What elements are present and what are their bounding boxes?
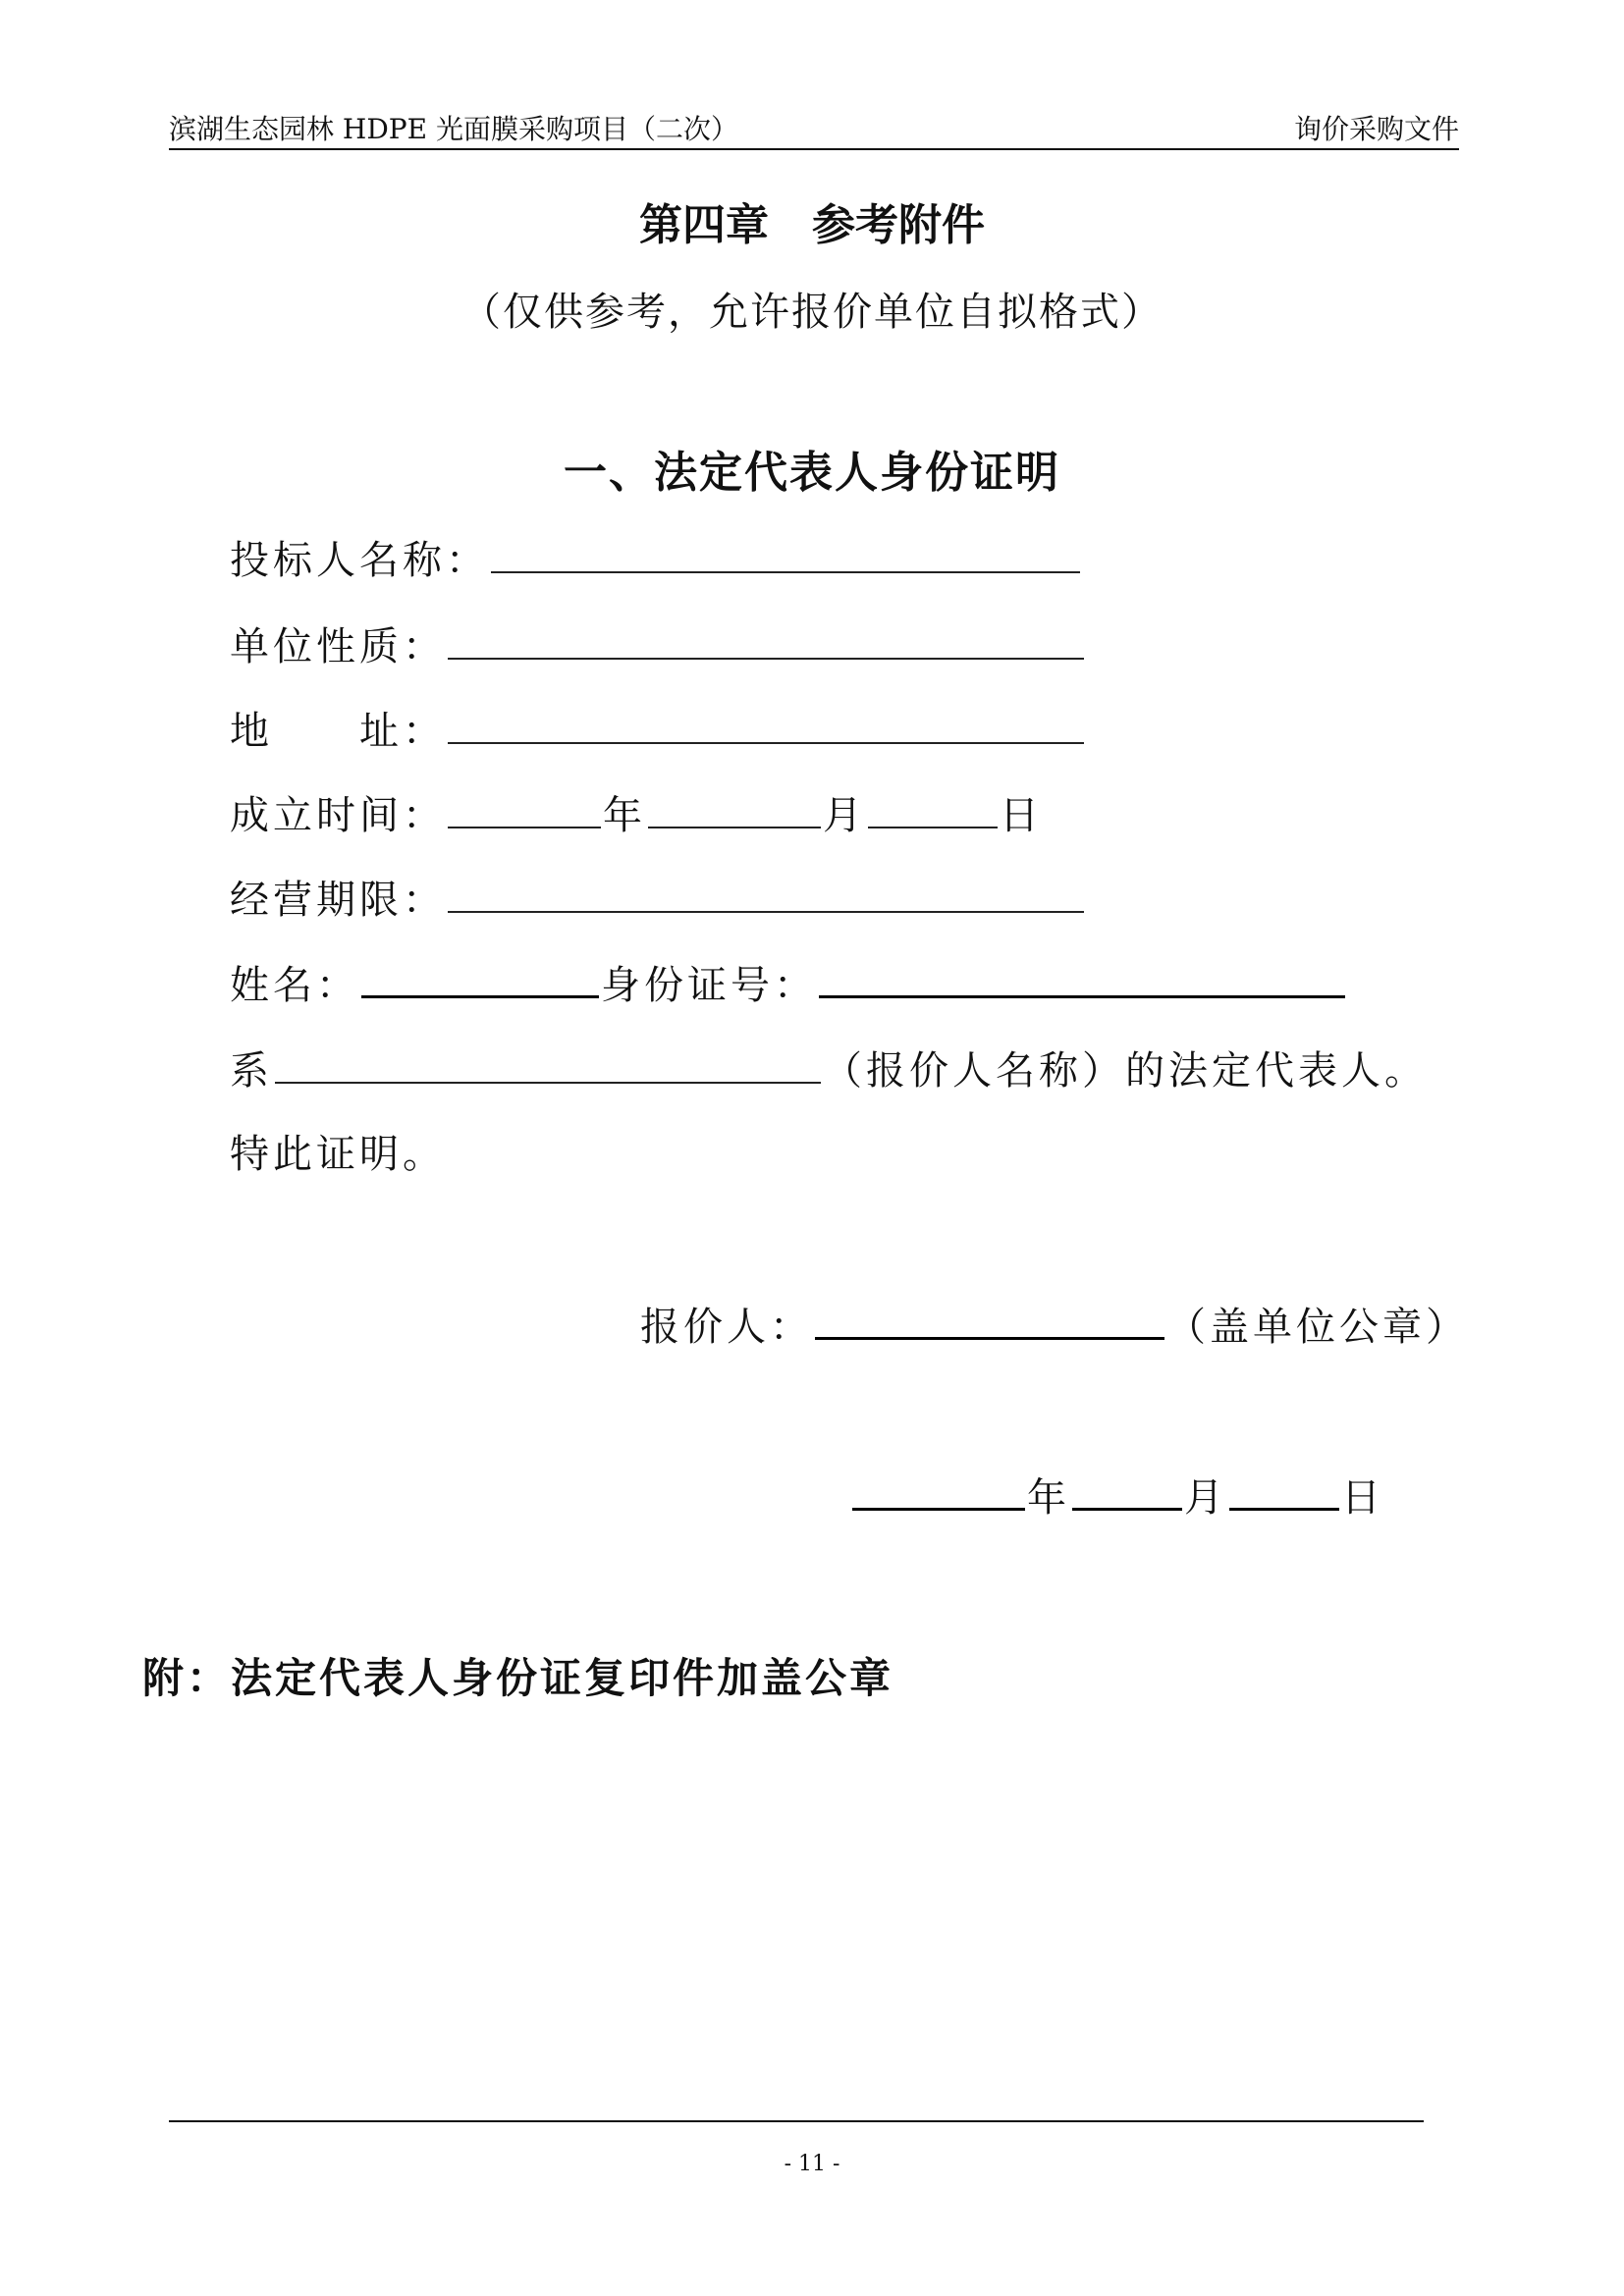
signature-year-label: 年 <box>1027 1475 1070 1521</box>
signature-day-label: 日 <box>1341 1475 1384 1521</box>
id-number-label: 身份证号： <box>601 963 817 1008</box>
unit-nature-blank <box>448 618 1084 660</box>
signature-month-blank <box>1072 1468 1182 1511</box>
business-term-row <box>230 872 1086 928</box>
signature-date-row <box>850 1468 1384 1525</box>
certify-row <box>230 1127 446 1182</box>
quoter-label: 报价人： <box>640 1305 813 1350</box>
quoter-signature-blank <box>815 1298 1164 1340</box>
established-year-blank <box>448 787 601 828</box>
business-term-blank <box>448 872 1084 913</box>
footer-divider <box>169 2120 1424 2122</box>
header-divider <box>169 148 1459 150</box>
quoter-name-blank <box>275 1042 821 1084</box>
signature-year-blank <box>852 1468 1025 1511</box>
id-number-blank <box>819 956 1345 998</box>
established-row <box>230 787 1043 843</box>
established-month-label: 月 <box>823 793 866 838</box>
established-label: 成立时间： <box>230 793 446 838</box>
appendix-note: 附：法定代表人身份证复印件加盖公章 <box>142 1654 894 1702</box>
relation-prefix: 系 <box>230 1048 273 1094</box>
business-term-label: 经营期限： <box>230 878 446 923</box>
bidder-name-row <box>230 532 1082 588</box>
established-month-blank <box>648 787 821 828</box>
name-blank <box>361 956 599 998</box>
established-year-label: 年 <box>603 793 646 838</box>
address-row <box>230 703 1086 759</box>
header-document-type: 询价采购文件 <box>1293 113 1459 145</box>
relation-suffix: （报价人名称）的法定代表人。 <box>823 1048 1428 1094</box>
unit-nature-label: 单位性质： <box>230 624 446 669</box>
bidder-name-blank <box>491 532 1080 573</box>
page-number: - 11 - <box>784 2152 840 2176</box>
bidder-name-label: 投标人名称： <box>230 538 489 583</box>
header-project-title: 滨湖生态园林 HDPE 光面膜采购项目（二次） <box>169 113 738 145</box>
relation-row <box>230 1042 1428 1098</box>
signature-month-label: 月 <box>1184 1475 1227 1521</box>
chapter-note: （仅供参考，允许报价单位自拟格式） <box>461 290 1163 335</box>
section-title: 一、法定代表人身份证明 <box>564 448 1060 498</box>
name-id-row <box>230 956 1347 1013</box>
address-label: 地 址： <box>230 709 446 754</box>
address-blank <box>448 703 1084 744</box>
established-day-blank <box>868 787 998 828</box>
established-day-label: 日 <box>1000 793 1043 838</box>
quoter-signature-row <box>640 1298 1469 1355</box>
name-label: 姓名： <box>230 963 359 1008</box>
seal-note: （盖单位公章） <box>1166 1305 1469 1350</box>
certify-text: 特此证明。 <box>230 1132 446 1177</box>
chapter-title: 第四章 参考附件 <box>639 200 985 250</box>
unit-nature-row <box>230 618 1086 674</box>
signature-day-blank <box>1229 1468 1339 1511</box>
